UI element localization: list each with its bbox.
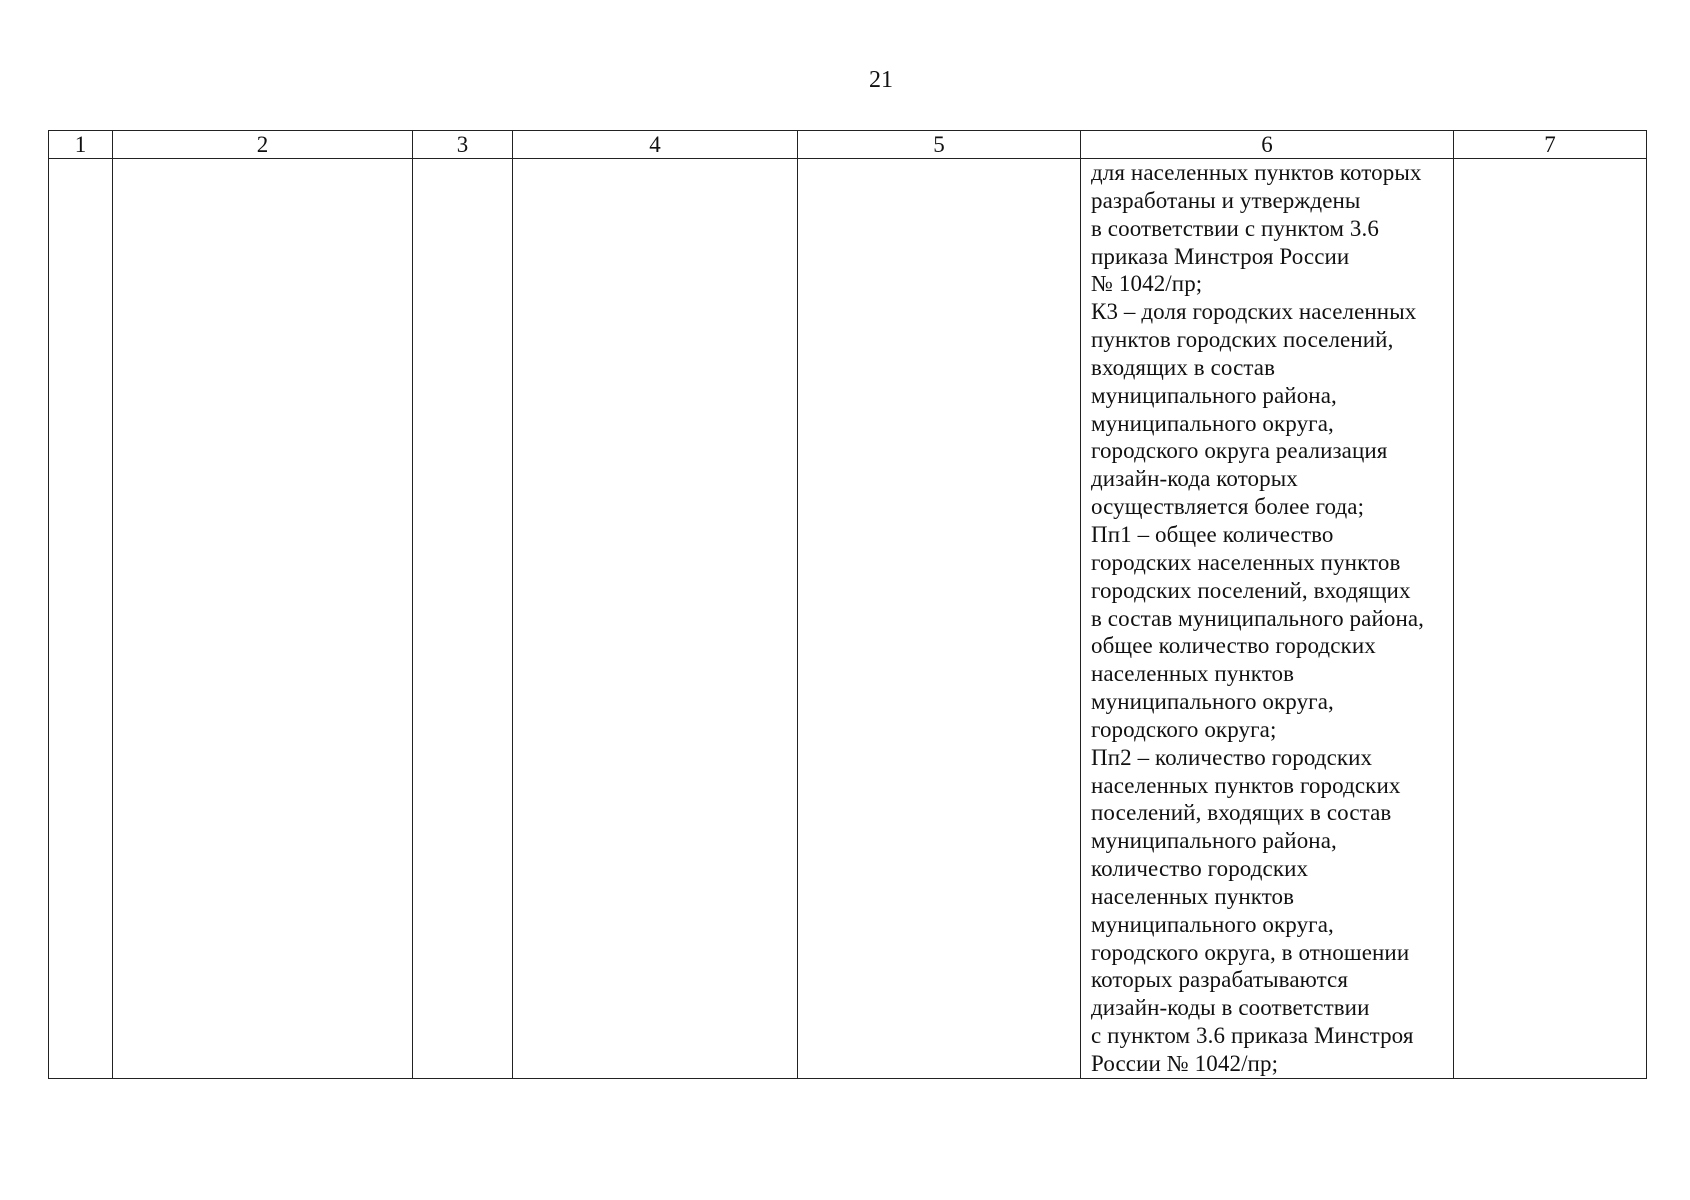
text-line: городского округа, в отношении: [1091, 939, 1410, 965]
column-header-6: 6: [1081, 131, 1454, 159]
text-line: муниципального округа,: [1091, 911, 1334, 937]
text-line: населенных пунктов: [1091, 883, 1295, 909]
table-cell-col7: [1454, 159, 1647, 1079]
text-line: населенных пунктов: [1091, 661, 1295, 687]
cell-text-col6: [1081, 159, 1453, 1078]
text-line: с пунктом 3.6 приказа Минстроя: [1091, 1023, 1414, 1049]
text-line: населенных пунктов городских: [1091, 772, 1401, 798]
text-line: К3 – доля городских населенных: [1091, 299, 1417, 325]
text-line: Пп2 – количество городских: [1091, 744, 1373, 770]
text-line: № 1042/пр;: [1091, 271, 1203, 297]
table-cell-col3: [413, 159, 513, 1079]
text-line: приказа Минстроя России: [1091, 243, 1350, 269]
text-line: городских поселений, входящих: [1091, 577, 1411, 603]
text-line: общее количество городских: [1091, 633, 1376, 659]
text-line: входящих в состав: [1091, 354, 1276, 380]
text-line: пунктов городских поселений,: [1091, 327, 1394, 353]
column-header-3: 3: [413, 131, 513, 159]
column-header-5: 5: [798, 131, 1081, 159]
column-header-2: 2: [113, 131, 413, 159]
text-line: городского округа;: [1091, 716, 1277, 742]
text-line: муниципального округа,: [1091, 410, 1334, 436]
text-line: поселений, входящих в состав: [1091, 800, 1392, 826]
table-cell-col2: [113, 159, 413, 1079]
text-line: для населенных пунктов которых: [1091, 160, 1422, 185]
column-header-1: 1: [49, 131, 113, 159]
text-line: разработаны и утверждены: [1091, 187, 1361, 213]
text-line: осуществляется более года;: [1091, 494, 1365, 520]
page-number: 21: [869, 67, 893, 93]
text-line: дизайн-кода которых: [1091, 466, 1298, 492]
text-line: городского округа реализация: [1091, 438, 1388, 464]
table-cell-col1: [49, 159, 113, 1079]
text-line: городских населенных пунктов: [1091, 549, 1401, 575]
column-header-4: 4: [513, 131, 798, 159]
text-line: в соответствии с пунктом 3.6: [1091, 215, 1379, 241]
text-line: дизайн-коды в соответствии: [1091, 995, 1370, 1021]
table-header-row: [49, 131, 1647, 159]
column-header-7: 7: [1454, 131, 1647, 159]
text-line: муниципального района,: [1091, 382, 1337, 408]
table-cell-col4: [513, 159, 798, 1079]
table-cell-col5: [798, 159, 1081, 1079]
text-line: количество городских: [1091, 856, 1309, 882]
table-row: [49, 159, 1647, 1079]
text-line: в состав муниципального района,: [1091, 605, 1425, 631]
text-line: Пп1 – общее количество: [1091, 521, 1334, 547]
document-table: [48, 130, 1647, 1079]
text-line: России № 1042/пр;: [1091, 1051, 1279, 1076]
text-line: муниципального района,: [1091, 828, 1337, 854]
table-cell-col6: [1081, 159, 1454, 1079]
text-line: муниципального округа,: [1091, 689, 1334, 715]
text-line: которых разрабатываются: [1091, 967, 1349, 993]
